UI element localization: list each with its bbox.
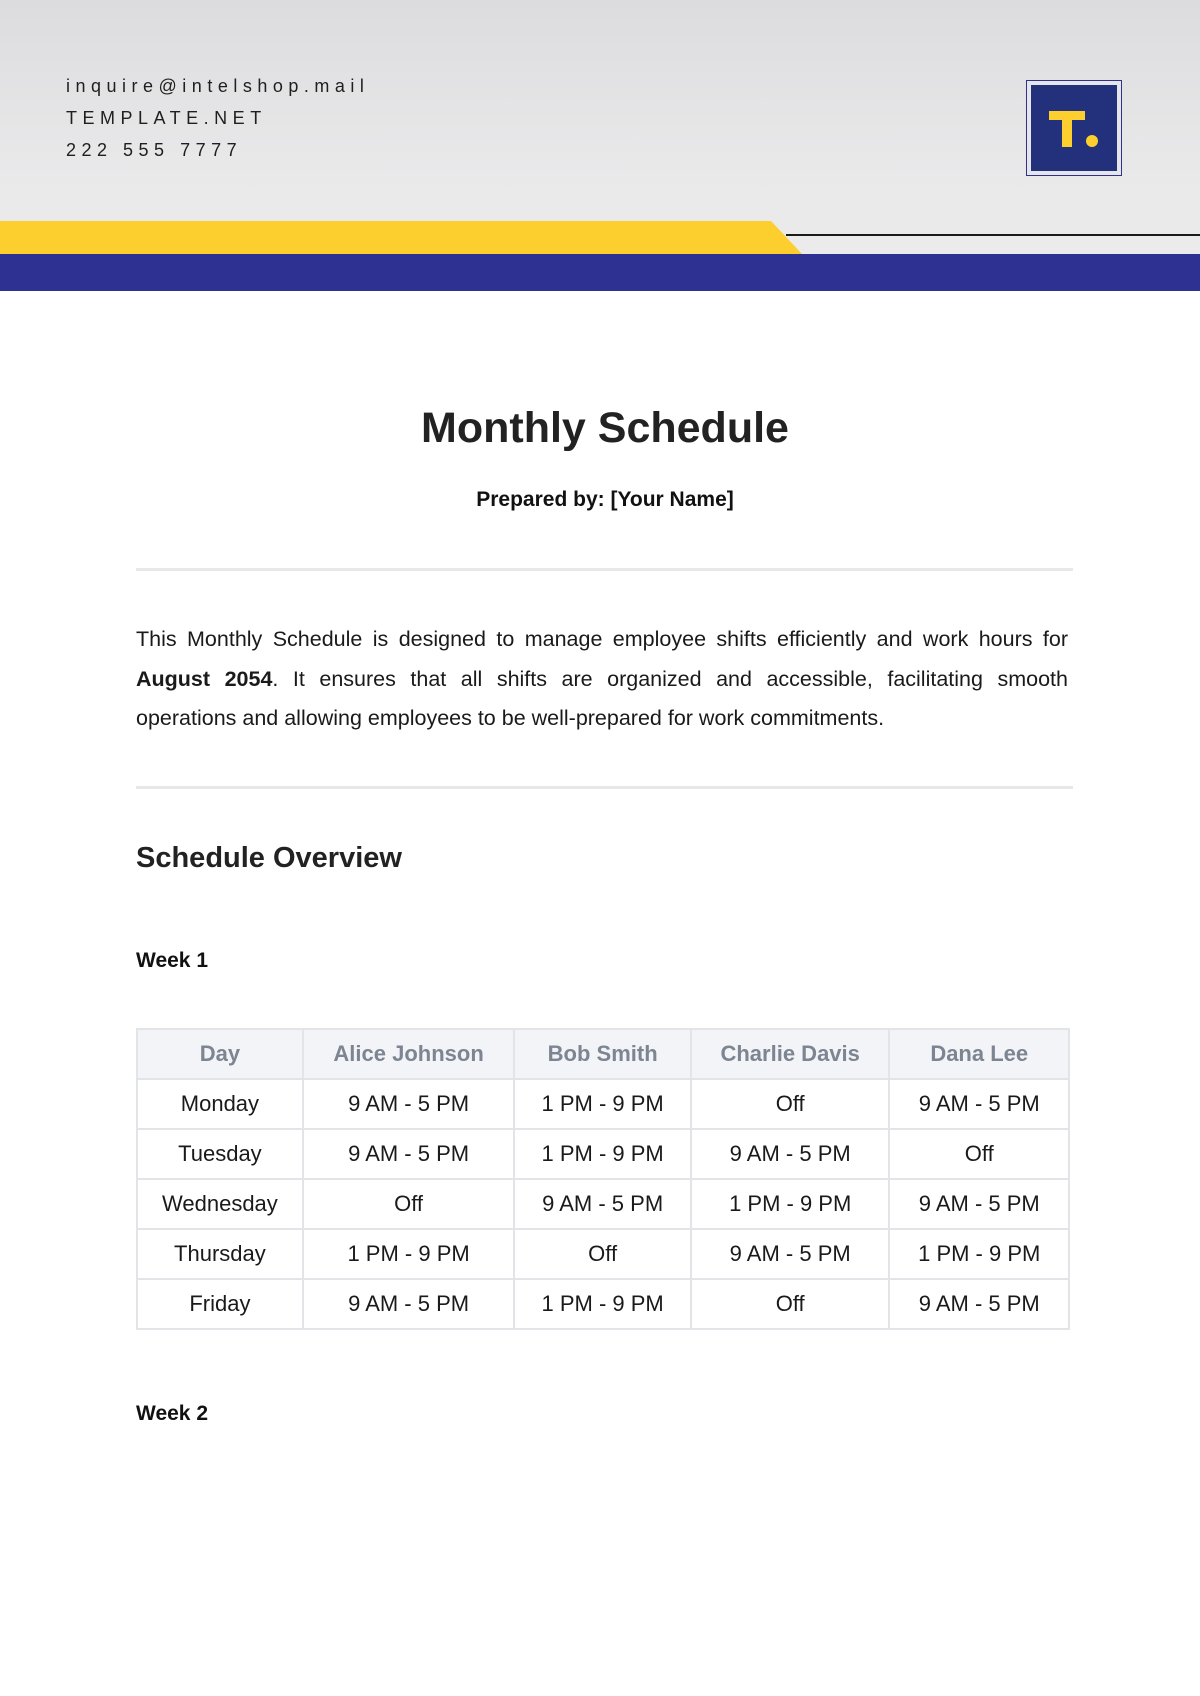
cell-shift: Off (514, 1229, 691, 1279)
cell-shift: 9 AM - 5 PM (514, 1179, 691, 1229)
week-1-schedule-table (136, 1028, 1070, 1330)
cell-shift: Off (691, 1079, 890, 1129)
cell-shift: 9 AM - 5 PM (303, 1129, 515, 1179)
cell-shift: 1 PM - 9 PM (514, 1079, 691, 1129)
logo-t-mark (1031, 85, 1117, 171)
contact-website: TEMPLATE.NET (66, 108, 267, 128)
header-charlie-davis: Charlie Davis (691, 1029, 890, 1079)
cell-shift: 1 PM - 9 PM (303, 1229, 515, 1279)
cell-day: Thursday (137, 1229, 303, 1279)
prepared-by: Prepared by: [Your Name] (476, 488, 734, 511)
section-title-schedule-overview: Schedule Overview (136, 842, 402, 874)
contact-email: inquire@intelshop.mail (66, 76, 370, 96)
table-row (137, 1229, 1069, 1279)
cell-shift: 9 AM - 5 PM (889, 1079, 1069, 1129)
cell-shift: 9 AM - 5 PM (303, 1279, 515, 1329)
cell-shift: 1 PM - 9 PM (691, 1179, 890, 1229)
cell-shift: 1 PM - 9 PM (514, 1129, 691, 1179)
header-day: Day (137, 1029, 303, 1079)
blue-accent-band (0, 254, 1200, 291)
yellow-accent-band (0, 221, 803, 255)
company-logo (1026, 80, 1122, 176)
header-bob-smith: Bob Smith (514, 1029, 691, 1079)
table-header-row (137, 1029, 1069, 1079)
intro-paragraph (136, 620, 1068, 739)
contact-block (66, 70, 369, 166)
cell-shift: Off (303, 1179, 515, 1229)
logo-icon (1031, 85, 1117, 171)
cell-shift: 9 AM - 5 PM (889, 1179, 1069, 1229)
cell-day: Monday (137, 1079, 303, 1129)
week-2-heading: Week 2 (136, 1402, 208, 1425)
divider-bottom (136, 786, 1073, 789)
contact-phone: 222 555 7777 (66, 140, 243, 160)
header-rule-line (786, 234, 1200, 236)
cell-shift: 9 AM - 5 PM (889, 1279, 1069, 1329)
week-1-heading: Week 1 (136, 949, 208, 972)
cell-shift: 9 AM - 5 PM (303, 1079, 515, 1129)
cell-day: Friday (137, 1279, 303, 1329)
intro-text-2: . It ensures that all shifts are organized and accessible, facilitating smooth operations and allowing employees to be well-prepared for work commitments. (136, 666, 1068, 730)
cell-day: Tuesday (137, 1129, 303, 1179)
cell-shift: 1 PM - 9 PM (889, 1229, 1069, 1279)
header-dana-lee: Dana Lee (889, 1029, 1069, 1079)
header-alice-johnson: Alice Johnson (303, 1029, 515, 1079)
divider-top (136, 568, 1073, 571)
intro-month: August 2054 (136, 666, 273, 691)
header-banner (0, 0, 1200, 291)
cell-shift: Off (889, 1129, 1069, 1179)
cell-shift: 9 AM - 5 PM (691, 1129, 890, 1179)
table-row (137, 1179, 1069, 1229)
table-row (137, 1129, 1069, 1179)
intro-text-1: This Monthly Schedule is designed to manage employee shifts efficiently and work hours for (136, 627, 1068, 651)
cell-shift: 1 PM - 9 PM (514, 1279, 691, 1329)
table-row (137, 1079, 1069, 1129)
cell-shift: Off (691, 1279, 890, 1329)
cell-shift: 9 AM - 5 PM (691, 1229, 890, 1279)
cell-day: Wednesday (137, 1179, 303, 1229)
page-title: Monthly Schedule (421, 404, 789, 452)
table-row (137, 1279, 1069, 1329)
